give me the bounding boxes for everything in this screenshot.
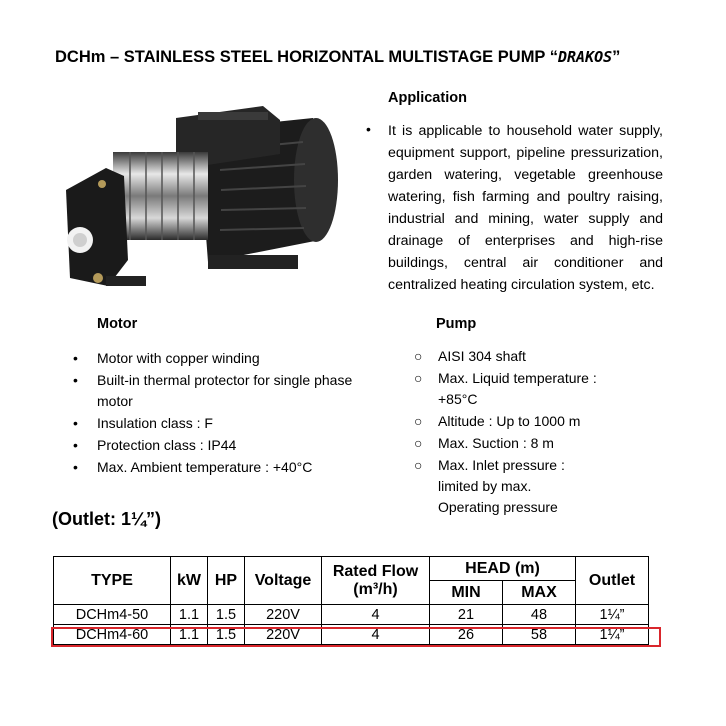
cell-kw: 1.1 [171, 605, 208, 625]
table-row [54, 605, 649, 625]
cell-type: DCHm4-60 [54, 625, 171, 645]
cell-outlet: 1¼” [576, 625, 649, 645]
list-item: ○ Max. Suction : 8 m [414, 435, 554, 451]
header-max: MAX [503, 581, 576, 605]
cell-hp: 1.5 [208, 625, 245, 645]
pump-list [414, 346, 614, 519]
cell-kw: 1.1 [171, 625, 208, 645]
header-type: TYPE [54, 557, 171, 605]
header-min: MIN [430, 581, 503, 605]
header-kw: kW [171, 557, 208, 605]
row-highlight-box [51, 627, 661, 647]
list-item: ○ Max. Liquid temperature : +85°C [414, 370, 597, 407]
application-bullet: • [366, 121, 371, 137]
cell-max: 58 [503, 625, 576, 645]
motor-heading: Motor [97, 316, 138, 332]
header-head: HEAD (m) [430, 557, 576, 581]
header-hp: HP [208, 557, 245, 605]
cell-flow: 4 [322, 625, 430, 645]
header-voltage: Voltage [245, 557, 322, 605]
list-item: ○ Altitude : Up to 1000 m [414, 413, 581, 429]
cell-hp: 1.5 [208, 605, 245, 625]
pump-heading: Pump [436, 316, 477, 332]
list-item: • Motor with copper winding [73, 350, 260, 366]
cell-voltage: 220V [245, 625, 322, 645]
pump-image [58, 90, 348, 300]
header-outlet: Outlet [576, 557, 649, 605]
cell-min: 26 [430, 625, 503, 645]
cell-type: DCHm4-50 [54, 605, 171, 625]
cell-flow: 4 [322, 605, 430, 625]
cell-min: 21 [430, 605, 503, 625]
outlet-label: (Outlet: 1¼”) [52, 509, 162, 529]
application-text: It is applicable to household water supply, equipment support, pipeline pressurization, garden watering, vegetable greenhouse watering, fish farming and poultry raising, industrial and mining, water supply and drainage of enterprises and high-rise buildings, central air conditioner and centralized heating circulation system, etc. [388, 123, 663, 293]
application-heading: Application [388, 90, 467, 106]
motor-list [73, 348, 373, 479]
list-item: • Built-in thermal protector for single phase motor [73, 372, 353, 409]
page-title: DCHm – STAINLESS STEEL HORIZONTAL MULTISTAGE PUMP “DRAKOS” [55, 48, 621, 66]
list-item: ○ AISI 304 shaft [414, 348, 526, 364]
cell-voltage: 220V [245, 605, 322, 625]
brand-name: DRAKOS [557, 48, 613, 66]
header-flow: Rated Flow (m³/h) [322, 557, 430, 605]
list-item: • Max. Ambient temperature : +40°C [73, 459, 313, 475]
cell-outlet: 1¼” [576, 605, 649, 625]
list-item: ○ Max. Inlet pressure : limited by max. Operating pressure [414, 457, 565, 515]
list-item: • Insulation class : F [73, 415, 213, 431]
cell-max: 48 [503, 605, 576, 625]
list-item: • Protection class : IP44 [73, 437, 237, 453]
